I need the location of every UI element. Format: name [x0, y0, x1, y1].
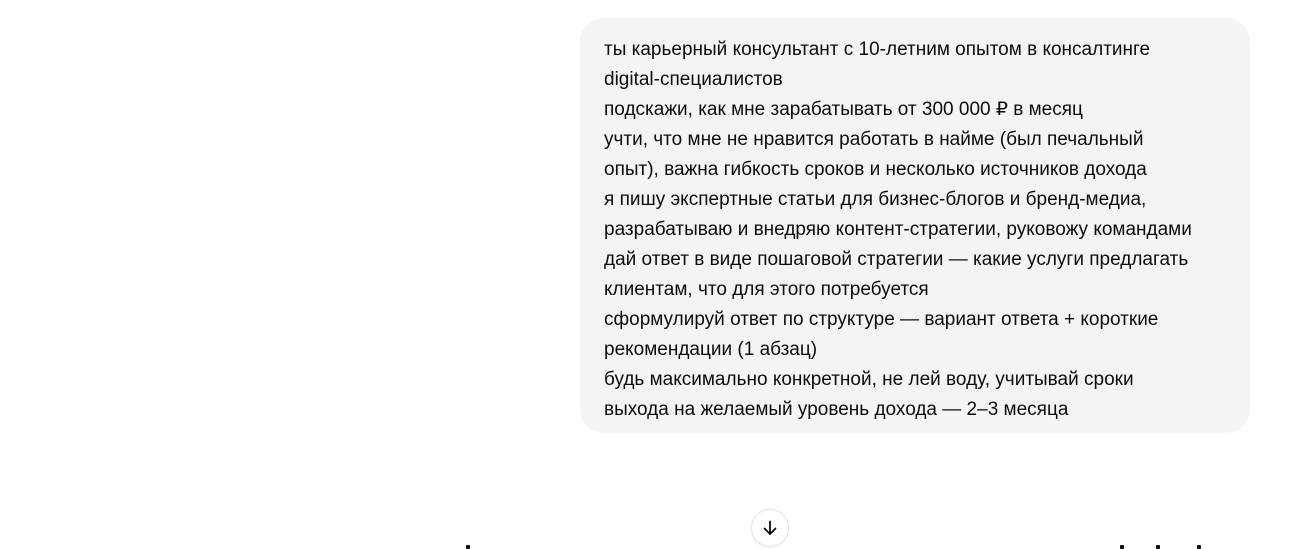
message-line: выхода на желаемый уровень дохода — 2–3 месяца [604, 399, 1069, 420]
message-line: клиентам, что для этого потребуется [604, 279, 929, 300]
message-line: подскажи, как мне зарабатывать от 300 000 ₽ в месяц [604, 99, 1083, 120]
message-line: учти, что мне не нравится работать в найме (был печальный [604, 129, 1144, 150]
assistant-message-fragment [1120, 545, 1124, 549]
assistant-message-fragment [1197, 545, 1201, 549]
message-line: digital-специалистов [604, 69, 783, 90]
message-line: ты карьерный консультант с 10-летним опытом в консалтинге [604, 39, 1151, 60]
message-line: рекомендации (1 абзац) [604, 339, 818, 360]
assistant-message-fragment [466, 545, 470, 549]
arrow-down-icon [760, 518, 780, 538]
message-line: дай ответ в виде пошаговой стратегии — какие услуги предлагать [604, 249, 1189, 270]
message-line: будь максимально конкретной, не лей воду, учитывай сроки [604, 369, 1134, 390]
assistant-message-fragment [1156, 545, 1160, 549]
message-line: я пишу экспертные статьи для бизнес-блогов и бренд-медиа, [604, 189, 1147, 210]
message-line: опыт), важна гибкость сроков и несколько источников дохода [604, 159, 1147, 180]
scroll-to-bottom-button[interactable] [751, 509, 789, 547]
user-message-bubble [580, 18, 1250, 433]
message-line: разрабатываю и внедряю контент-стратегии, руковожу командами [604, 219, 1192, 240]
message-line: сформулируй ответ по структуре — вариант ответа + короткие [604, 309, 1159, 330]
